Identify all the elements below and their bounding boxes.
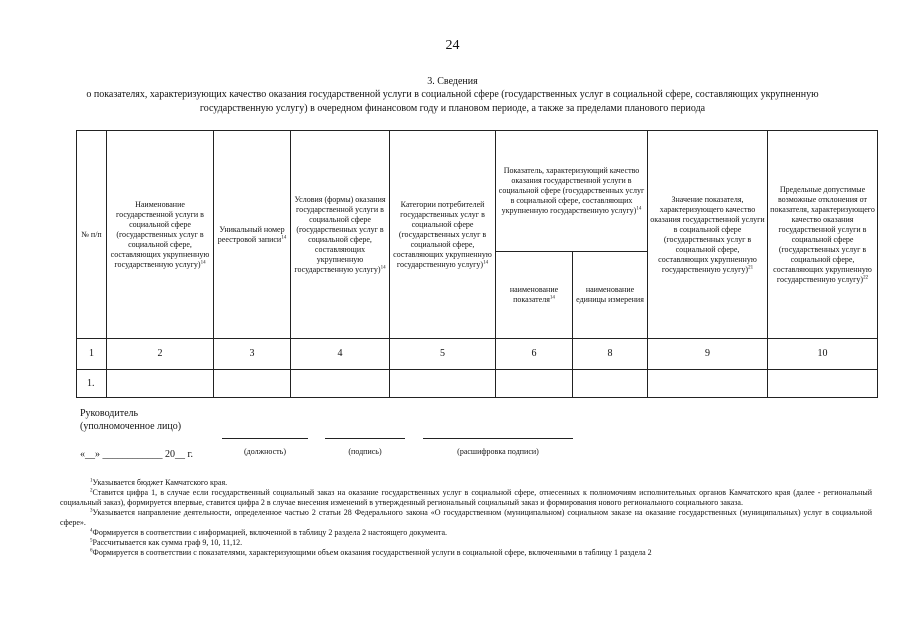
footnote: $^1$Указывается бюджет Камчатского края. bbox=[90, 478, 228, 487]
table-cell bbox=[768, 370, 878, 398]
header-registry-number: Уникальный номер реестровой записи$^{14}$ bbox=[214, 131, 291, 339]
footnote: $^3$Указывается направление деятельности, определенное частью 2 статьи 28 Федерального закона «О государственном (муниципальном) социальном заказе на оказание государственных (муниципальных) услуг в социальной сфере». bbox=[60, 508, 872, 527]
decoding-caption: (расшифровка подписи) bbox=[457, 447, 539, 456]
date-line: «__» ____________ 20__ г. bbox=[80, 449, 193, 460]
column-number: 2 bbox=[107, 339, 214, 370]
footnote: $^6$Формируется в соответствии с показателями, характеризующими объем оказания государственной услуги в социальной сфере, включенными в таблицу 1 раздела 2 bbox=[90, 548, 652, 557]
head-title: Руководитель bbox=[80, 408, 139, 419]
header-indicator-name: наименование показателя$^{14}$ bbox=[496, 252, 573, 339]
table-cell bbox=[390, 370, 496, 398]
column-number: 4 bbox=[291, 339, 390, 370]
section-subtitle: о показателях, характеризующих качество оказания государственной услуги в социальной сфере (государственных услуг в социальной сфере, составляющих укрупненную государственную услугу) в очередном финансовом году и плановом периоде, а также за пределами планового периода bbox=[86, 89, 819, 114]
footnotes bbox=[60, 478, 872, 558]
position-line bbox=[222, 438, 308, 439]
column-number: 3 bbox=[214, 339, 291, 370]
table-cell bbox=[214, 370, 291, 398]
footnote: $^5$Рассчитывается как сумма граф 9, 10, 11,12. bbox=[90, 538, 243, 547]
table-cell bbox=[107, 370, 214, 398]
authorized-person-note: (уполномоченное лицо) bbox=[80, 421, 182, 432]
page-number: 24 bbox=[445, 38, 460, 53]
footnote: $^2$Ставится цифра 1, в случае если государственный социальный заказ на оказание государственных услуг в социальной сфере, отнесенных к полномочиям исполнительных органов Камчатского края (далее - региональный социальный заказ), формируется впервые, ставится цифра 2 в случае внесения изменений в утвержденный региональный социальный заказ и формирования нового регионального социального заказа. bbox=[60, 488, 872, 507]
header-service-conditions: Условия (формы) оказания государственной услуги в социальной сфере (государственных услуг в социальной сфере, составляющих укрупненную государственную услугу)$^{14}$ bbox=[291, 131, 390, 339]
decoding-line bbox=[423, 438, 573, 439]
quality-indicators-table bbox=[76, 130, 878, 398]
signature-line bbox=[325, 438, 405, 439]
header-service-name: Наименование государственной услуги в социальной сфере (государственных услуг в социальной сфере, составляющих укрупненную государственную услугу)$^{14}$ bbox=[107, 131, 214, 339]
section-title: 3. Сведения bbox=[427, 76, 478, 87]
column-number: 5 bbox=[390, 339, 496, 370]
column-number: 6 bbox=[496, 339, 573, 370]
table-cell bbox=[291, 370, 390, 398]
position-caption: (должность) bbox=[244, 447, 286, 456]
table-row bbox=[77, 370, 878, 398]
signatory-label bbox=[80, 407, 181, 433]
signature-caption: (подпись) bbox=[348, 447, 382, 456]
header-row-number: № п/п bbox=[77, 131, 107, 339]
column-number: 8 bbox=[573, 339, 648, 370]
table-cell bbox=[648, 370, 768, 398]
footnote: $^4$Формируется в соответствии с информацией, включенной в таблицу 2 раздела 2 настоящего документа. bbox=[90, 528, 448, 537]
column-number: 9 bbox=[648, 339, 768, 370]
header-consumer-categories: Категории потребителей государственных услуг в социальной сфере (государственных услуг в социальной сфере, составляющих укрупненную государственную услугу)$^{14}$ bbox=[390, 131, 496, 339]
row-number-cell: 1. bbox=[77, 370, 107, 398]
table-cell bbox=[573, 370, 648, 398]
column-number: 1 bbox=[77, 339, 107, 370]
header-unit-name: наименование единицы измерения bbox=[573, 252, 648, 339]
header-indicator-value: Значение показателя, характеризующего качество оказания государственной услуги в социальной сфере (государственных услуг в социальной сфере, составляющих укрупненную государственную услугу)$^{21}$ bbox=[648, 131, 768, 339]
column-number: 10 bbox=[768, 339, 878, 370]
header-quality-indicator: Показатель, характеризующий качество оказания государственной услуги в социальной сфере (государственных услуг в социальной сфере, составляющих укрупненную государственную услугу)$^{14}$ bbox=[496, 131, 648, 252]
table-cell bbox=[496, 370, 573, 398]
header-allowed-deviation: Предельные допустимые возможные отклонения от показателя, характеризующего качество оказания государственной услуги в социальной сфере (государственных услуг в социальной сфере, составляющих укрупненную государственную услугу)$^{22}$ bbox=[768, 131, 878, 339]
